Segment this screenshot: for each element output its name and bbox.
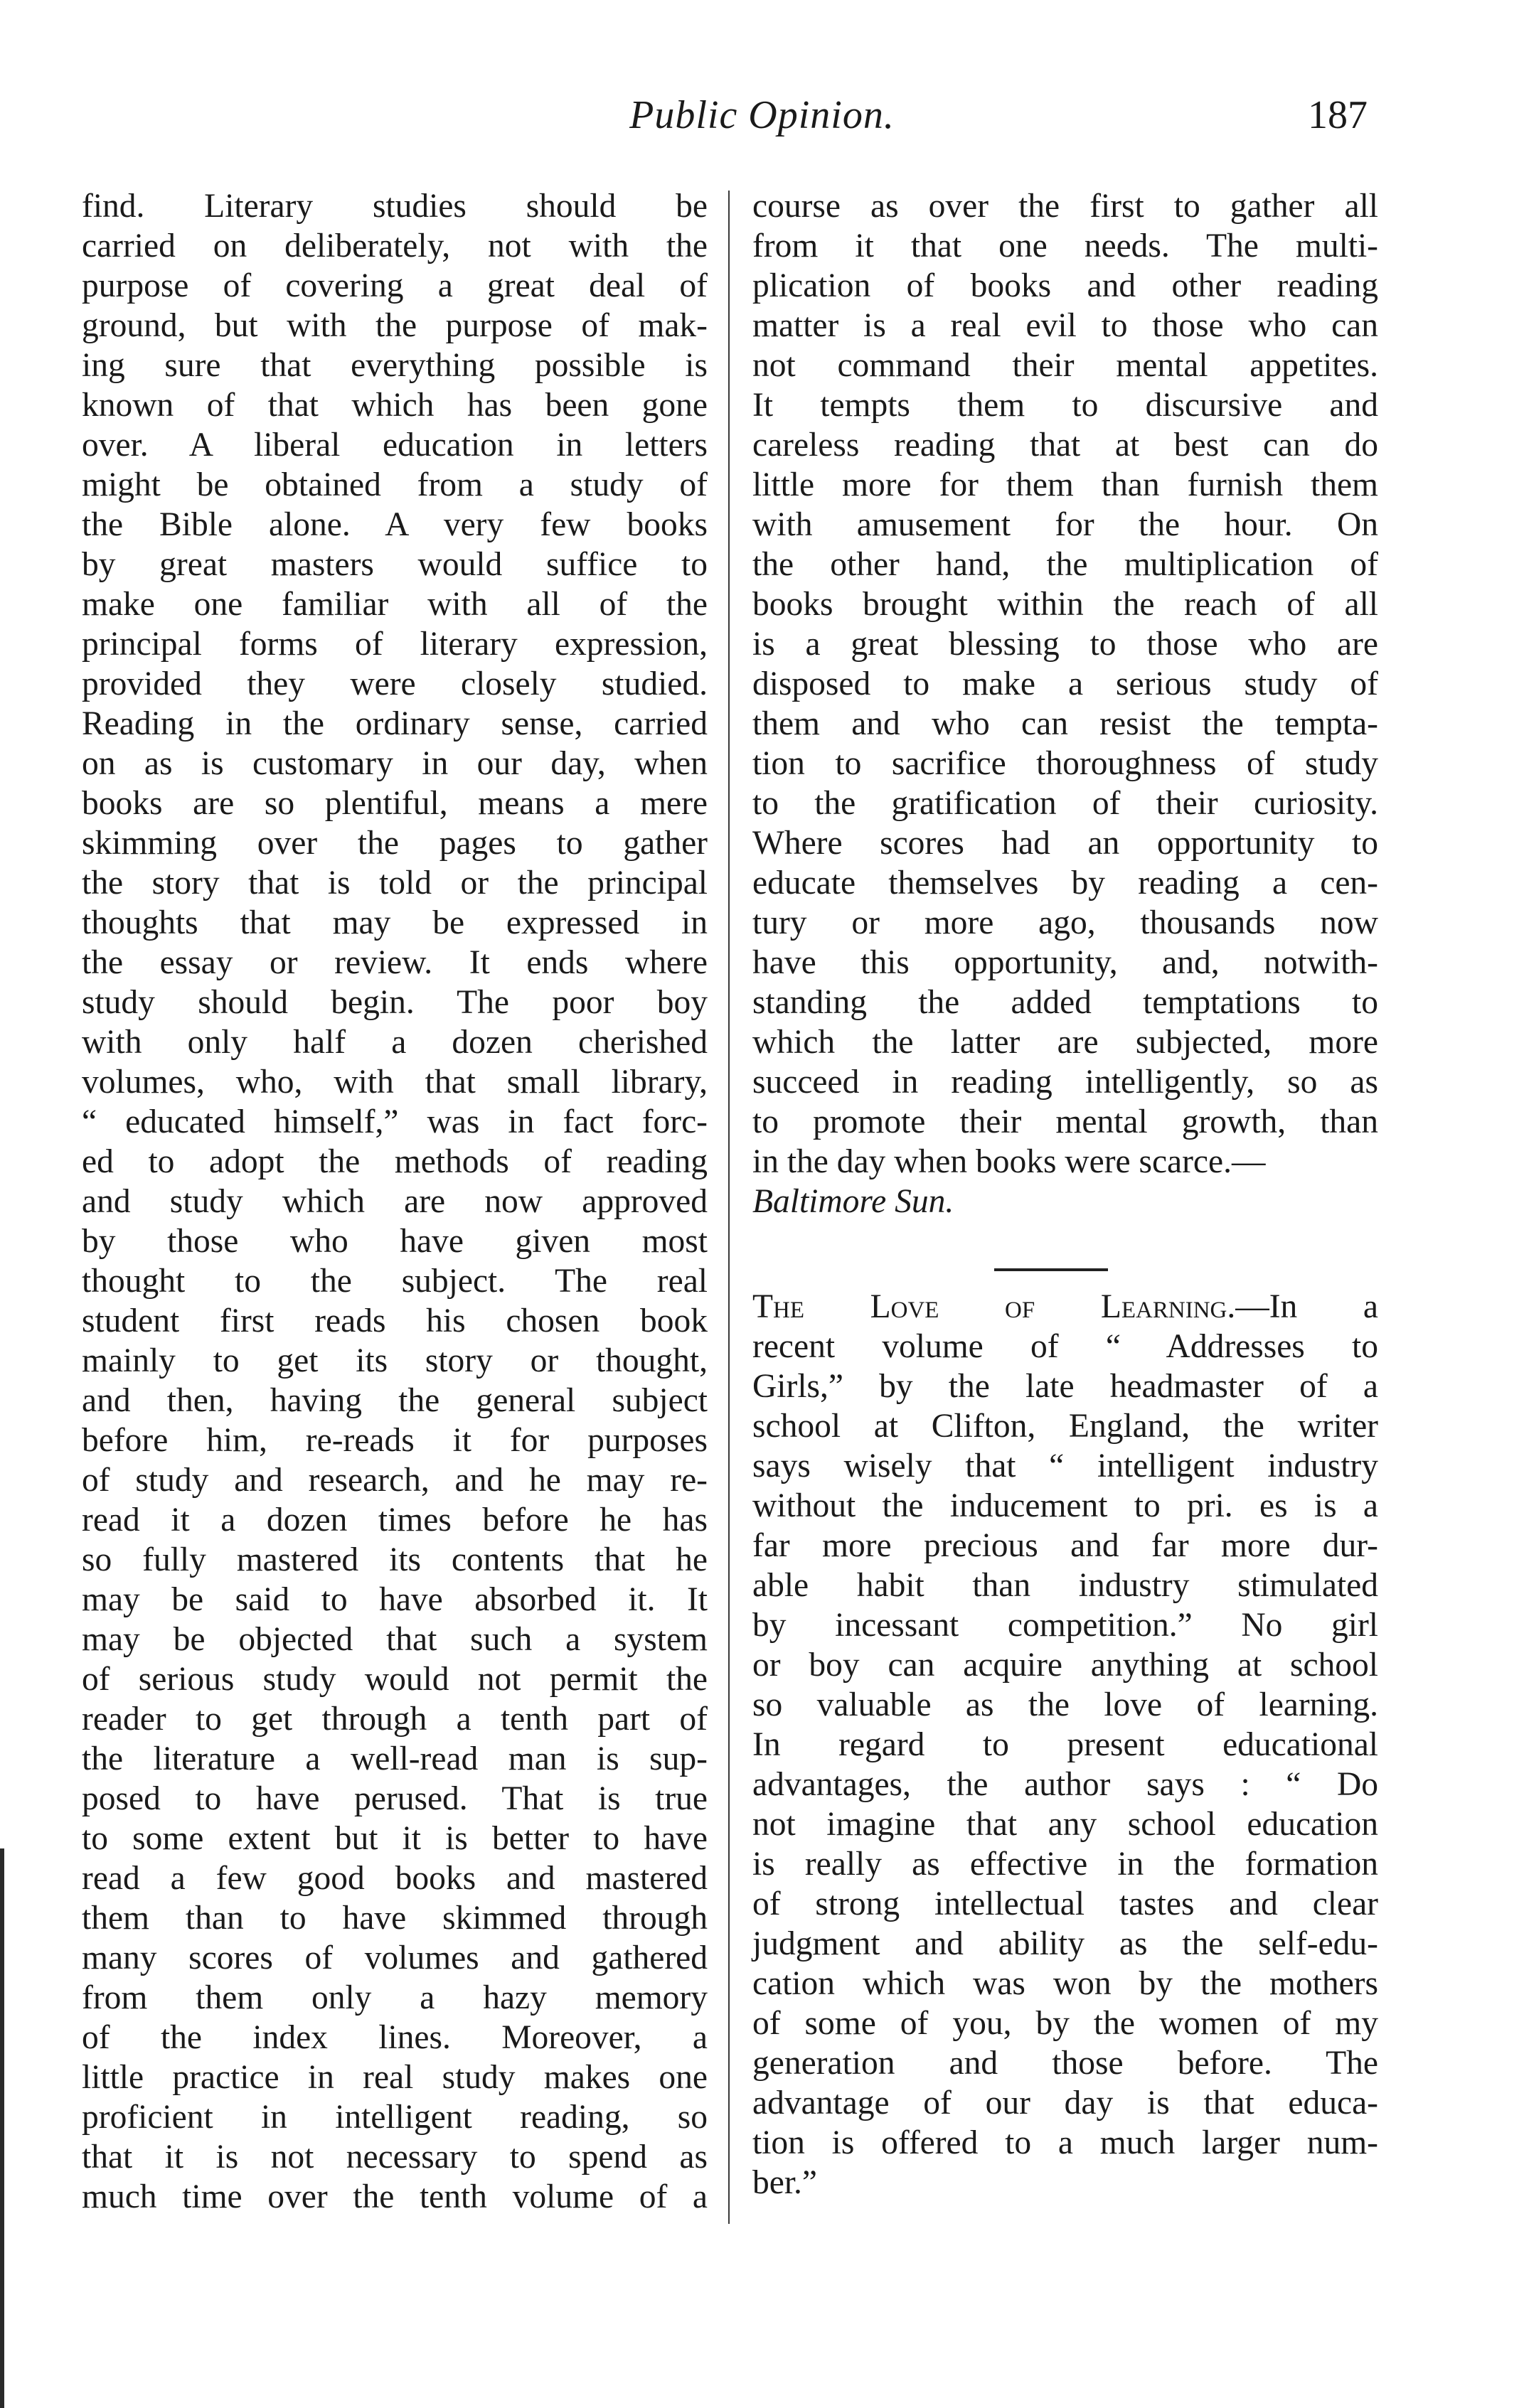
text-line: many scores of volumes and gathered xyxy=(82,1939,708,1976)
text-line: books brought within the reach of all xyxy=(752,586,1378,623)
text-line: so valuable as the love of learning. xyxy=(752,1686,1378,1723)
text-line: in the day when books were scarce.— xyxy=(752,1143,1266,1180)
text-line: posed to have perused. That is true xyxy=(82,1780,708,1817)
text-line: volumes, who, with that small library, xyxy=(82,1064,708,1101)
text-line: It tempts them to discursive and xyxy=(752,387,1378,424)
text-line: without the inducement to pri. es is a xyxy=(752,1487,1378,1524)
running-title: Public Opinion. xyxy=(629,93,895,137)
text-line: advantage of our day is that educa- xyxy=(752,2085,1378,2121)
text-line: Girls,” by the late headmaster of a xyxy=(752,1368,1378,1405)
text-line: and study which are now approved xyxy=(82,1183,708,1220)
text-line: with amusement for the hour. On xyxy=(752,506,1378,543)
text-line: the Bible alone. A very few books xyxy=(82,506,708,543)
text-line: cation which was won by the mothers xyxy=(752,1965,1378,2002)
text-line: known of that which has been gone xyxy=(82,387,708,424)
text-line: standing the added temptations to xyxy=(752,984,1378,1021)
right-column xyxy=(752,186,1378,2203)
text-line: In regard to present educational xyxy=(752,1726,1378,1763)
text-line: thought to the subject. The real xyxy=(82,1263,708,1300)
text-line: thoughts that may be expressed in xyxy=(82,904,708,941)
text-line: carried on deliberately, not with the xyxy=(82,228,708,264)
text-line: the essay or review. It ends where xyxy=(82,944,708,981)
text-line: recent volume of “ Addresses to xyxy=(752,1328,1378,1365)
text-line: them and who can resist the tempta- xyxy=(752,705,1378,742)
text-line: to the gratification of their curiosity. xyxy=(752,785,1378,822)
text-line: ing sure that everything possible is xyxy=(82,347,708,384)
text-line: ed to adopt the methods of reading xyxy=(82,1143,708,1180)
text-line: judgment and ability as the self-edu- xyxy=(752,1925,1378,1962)
text-line: succeed in reading intelligently, so as xyxy=(752,1064,1378,1101)
article-heading-dash: —In a xyxy=(1235,1288,1378,1325)
text-line: Reading in the ordinary sense, carried xyxy=(82,705,708,742)
text-line: tion to sacrifice thoroughness of study xyxy=(752,745,1378,782)
text-line: not command their mental appetites. xyxy=(752,347,1378,384)
article-continuation xyxy=(752,186,1378,1182)
text-line: or boy can acquire anything at school xyxy=(752,1647,1378,1684)
section-spacer xyxy=(752,1221,1378,1287)
text-line: of study and research, and he may re- xyxy=(82,1462,708,1499)
text-line: the story that is told or the principal xyxy=(82,865,708,901)
text-line: by great masters would suffice to xyxy=(82,546,708,583)
text-line: read a few good books and mastered xyxy=(82,1860,708,1897)
text-line: them than to have skimmed through xyxy=(82,1900,708,1937)
text-line: on as is customary in our day, when xyxy=(82,745,708,782)
text-line: from it that one needs. The multi- xyxy=(752,228,1378,264)
text-line: purpose of covering a great deal of xyxy=(82,267,708,304)
text-line: study should begin. The poor boy xyxy=(82,984,708,1021)
text-line: with only half a dozen cherished xyxy=(82,1024,708,1061)
text-line: mainly to get its story or thought, xyxy=(82,1342,708,1379)
text-line: plication of books and other reading xyxy=(752,267,1378,304)
text-line: from them only a hazy memory xyxy=(82,1979,708,2016)
text-line: the other hand, the multiplication of xyxy=(752,546,1378,583)
text-line: so fully mastered its contents that he xyxy=(82,1541,708,1578)
text-line: the literature a well-read man is sup- xyxy=(82,1740,708,1777)
text-line: little more for them than furnish them xyxy=(752,466,1378,503)
text-line: of some of you, by the women of my xyxy=(752,2005,1378,2042)
text-line: matter is a real evil to those who can xyxy=(752,307,1378,344)
article-love-of-learning xyxy=(752,1327,1378,2203)
text-line: find. Literary studies should be xyxy=(82,188,708,225)
text-line: says wisely that “ intelligent industry xyxy=(752,1448,1378,1484)
text-line: books are so plentiful, means a mere xyxy=(82,785,708,822)
text-line: proficient in intelligent reading, so xyxy=(82,2099,708,2136)
text-line: before him, re-reads it for purposes xyxy=(82,1422,708,1459)
text-line: of serious study would not permit the xyxy=(82,1661,708,1698)
text-line: principal forms of literary expression, xyxy=(82,626,708,663)
text-line: course as over the first to gather all xyxy=(752,188,1378,225)
text-line: reader to get through a tenth part of xyxy=(82,1701,708,1738)
text-line: by incessant competition.” No girl xyxy=(752,1607,1378,1644)
text-line: is a great blessing to those who are xyxy=(752,626,1378,663)
article-source: Baltimore Sun. xyxy=(752,1183,954,1220)
text-line: might be obtained from a study of xyxy=(82,466,708,503)
text-line: generation and those before. The xyxy=(752,2045,1378,2082)
text-line: and then, having the general subject xyxy=(82,1382,708,1419)
article-heading: The Love of Learning. xyxy=(752,1288,1236,1325)
page-edge-shadow xyxy=(0,1848,4,2408)
text-line: school at Clifton, England, the writer xyxy=(752,1408,1378,1445)
text-line: is really as effective in the formation xyxy=(752,1846,1378,1883)
text-line: over. A liberal education in letters xyxy=(82,427,708,464)
text-line: have this opportunity, and, notwith- xyxy=(752,944,1378,981)
text-line: make one familiar with all of the xyxy=(82,586,708,623)
text-line: not imagine that any school education xyxy=(752,1806,1378,1843)
left-column xyxy=(82,186,708,2217)
text-line: tion is offered to a much larger num- xyxy=(752,2124,1378,2161)
text-line: far more precious and far more dur- xyxy=(752,1527,1378,1564)
text-line: “ educated himself,” was in fact forc- xyxy=(82,1103,708,1140)
text-line: to promote their mental growth, than xyxy=(752,1103,1378,1140)
text-line: may be said to have absorbed it. It xyxy=(82,1581,708,1618)
article-heading-line xyxy=(752,1287,1378,1327)
text-line: of strong intellectual tastes and clear xyxy=(752,1885,1378,1922)
text-line: may be objected that such a system xyxy=(82,1621,708,1658)
running-head xyxy=(0,92,1524,156)
text-line: skimming over the pages to gather xyxy=(82,825,708,862)
text-line: which the latter are subjected, more xyxy=(752,1024,1378,1061)
text-line: to some extent but it is better to have xyxy=(82,1820,708,1857)
text-line: Where scores had an opportunity to xyxy=(752,825,1378,862)
text-line: by those who have given most xyxy=(82,1223,708,1260)
text-line: able habit than industry stimulated xyxy=(752,1567,1378,1604)
text-line: that it is not necessary to spend as xyxy=(82,2139,708,2176)
text-line: ground, but with the purpose of mak- xyxy=(82,307,708,344)
text-line: much time over the tenth volume of a xyxy=(82,2178,708,2215)
text-line: tury or more ago, thousands now xyxy=(752,904,1378,941)
section-separator-rule xyxy=(994,1268,1108,1271)
text-line: of the index lines. Moreover, a xyxy=(82,2019,708,2056)
page-number: 187 xyxy=(1308,93,1368,137)
text-line: little practice in real study makes one xyxy=(82,2059,708,2096)
text-line: ber.” xyxy=(752,2164,817,2201)
text-line: read it a dozen times before he has xyxy=(82,1502,708,1539)
text-line: advantages, the author says : “ Do xyxy=(752,1766,1378,1803)
column-divider xyxy=(728,191,730,2224)
text-line: educate themselves by reading a cen- xyxy=(752,865,1378,901)
text-line: provided they were closely studied. xyxy=(82,665,708,702)
text-line: student first reads his chosen book xyxy=(82,1302,708,1339)
text-line: careless reading that at best can do xyxy=(752,427,1378,464)
text-line: disposed to make a serious study of xyxy=(752,665,1378,702)
